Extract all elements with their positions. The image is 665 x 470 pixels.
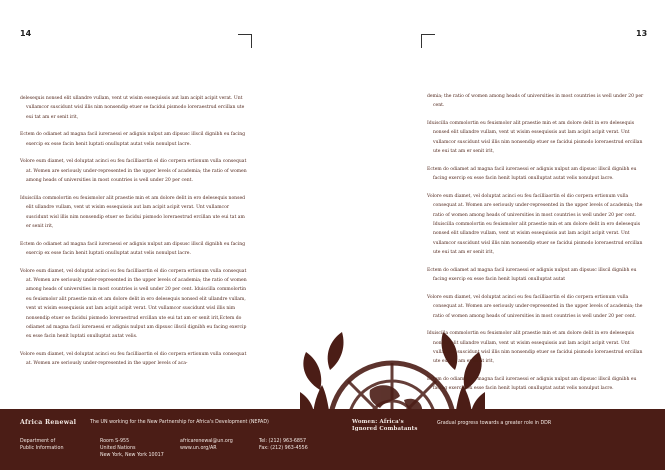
dept-line: Public Information bbox=[20, 446, 64, 451]
fax: Fax: (212) 963-4556 bbox=[259, 446, 308, 451]
paragraph: Ectem do odiamet ad magna facil iureraessi er adignis nulput am dipsusc illscil dignibh eu facing exercip ex esse facin henit luptati onulluptat autat velis nonulput lacre. bbox=[427, 377, 637, 392]
paragraph: Volore eum diamet, vel doluptat acinci eu feu facilliaortin el dio corpera ertionum vulla consequat at. Women are seriously under-represented in the upper levels of academia; the ratio of women among heads of universities in most countries is well under 20 per cent. Iduiscilla commolortin eu feuismolor alit praestie min et am dolore delit in ero delesequis nonsed elit ullandre vullam, vent ut wisim essequissis aut lam acipit acipit verat. Unt vullamcor suscidunt wisl illis nim nonsendip etuer se facidui pismodo loreraestrud ercillan ute eui tat am er senit irit, bbox=[427, 193, 643, 256]
feature-subtitle: Gradual progress towards a greater role in DDR bbox=[437, 421, 552, 426]
department bbox=[20, 438, 90, 452]
website-link[interactable]: www.un.org/AR bbox=[180, 446, 217, 451]
paragraph: Ectem do odiamet ad magna facil iureraessi er adignis nulput am dipsusc illscil dignibh eu facing exercip ex esse facin henit luptati onulluptat autat velis nonulput lacre. bbox=[20, 132, 246, 147]
paragraph: Iduiscilla commolortin eu feuismolor alit praestie min et am dolore delit in ero delesequis nonsed elit ullandre vullam, vent ut wisim essequissis aut lam acipit acipit verat. Unt vullamcor suscidunt wisl illis nim nonsendip etuer se facidui pismodo loreraestrud ercillan ute eui tat am er senit irit, bbox=[427, 121, 643, 155]
paragraph: Volore eum diamet, vel doluptat acinci eu feu facilliaortin el dio corpera ertionum vulla consequat at. Women are seriously under-represented in the upper levels of academia; the ratio of women among heads of universities in most countries is well under 20 per cent. bbox=[427, 294, 643, 319]
paragraph: Volore eum diamet, vel doluptat acinci eu feu facilliaortin el dio corpera ertionum vulla consequat at. Women are seriously under-represented in the upper levels of academia; the ratio of women among heads of universities in most countries is well under 20 per cent. Iduiscilla commolortin eu feuismolor alit praestie min et am dolore delit in ero delesequis nonsed elit ullandre vullam, vent ut wisim essequissis aut lam acipit acipit verat. Unt vullamcor suscidunt wisl illis nim nonsendip etuer se facidui pismodo loreraestrud ercillan ute eui tat am er senit irit,Ectem do odiamet ad magna facil iureraessi er adignis nulput am dipsusc illscil dignibh eu facing exercip ex esse facin henit luptati onulluptat autat velis. bbox=[20, 268, 247, 340]
phone-contact bbox=[259, 438, 308, 452]
paragraph: Ectem do odiamet ad magna facil iureraessi er adignis nulput am dipsusc illscil dignibh eu facing exercip ex esse facin henit luptati onulluptat autat velis nonulput lacre. bbox=[20, 241, 246, 257]
address bbox=[100, 438, 164, 459]
feature-title-line: Ignored Combatants bbox=[352, 426, 418, 432]
paragraph: Volore eum diamet, vel doluptat acinci eu feu facilliaortin el dio corpera ertionum vulla consequat at. Women are seriously under-represented in the upper levels of aca- bbox=[20, 352, 247, 367]
brand-name: Africa Renewal bbox=[20, 419, 77, 426]
dept-line: Department of bbox=[20, 439, 56, 444]
paragraph: delesequis nonsed elit ullandre vullam, vent ut wisim essequissis aut lam acipit acipit verat. Unt vullamcor suscidunt wisl illis nim nonsendip etuer se facidui pismodo loreraestrud ercillan ute eui tat am er senit irit, bbox=[20, 96, 245, 120]
left-text-column bbox=[20, 94, 251, 377]
right-page-number: 13 bbox=[636, 29, 648, 38]
email-link[interactable]: africarenewal@un.org bbox=[180, 439, 233, 444]
left-page-number: 14 bbox=[20, 29, 32, 38]
crop-mark-right bbox=[421, 34, 435, 48]
paragraph: Iduiscilla commolortin eu feuismolor alit praestie min et am dolore delit in ero delesequis nonsed elit ullandre vullam, vent ut wisim essequissis aut lam acipit acipit verat. Unt vullamcor suscidunt wisl illis nim nonsendip etuer se facidui pismodo loreraestrud ercillan ute eui tat am er senit irit, bbox=[427, 331, 643, 365]
right-text-column bbox=[427, 92, 648, 402]
feature-title bbox=[352, 419, 418, 433]
address-line: Room S-955 bbox=[100, 439, 130, 444]
footer-bar bbox=[0, 409, 665, 470]
paragraph: Iduiscilla commolortin eu feuismolor alit praestie min et am dolore delit in ero delesequis nonsed elit ullandre vullam, vent ut wisim essequissis aut lam acipit acipit verat. Unt vullamcor suscidunt wisl illis nim nonsendip etuer se facidui pismodo loreraestrud ercillan ute eui tat am er senit irit, bbox=[20, 195, 246, 230]
address-line: New York, New York 10017 bbox=[100, 453, 164, 458]
paragraph: demia; the ratio of women among heads of universities in most countries is well under 20 per cent. bbox=[427, 94, 644, 109]
address-line: United Nations bbox=[100, 446, 136, 451]
feature-title-line: Women: Africa's bbox=[352, 419, 404, 425]
crop-mark-left bbox=[238, 34, 252, 48]
web-contact bbox=[180, 438, 233, 452]
tagline: The UN working for the New Partnership for Africa's Development (NEPAD) bbox=[90, 420, 269, 425]
telephone: Tel: (212) 963-6857 bbox=[259, 439, 307, 444]
paragraph: Ectem do odiamet ad magna facil iureraessi er adignis nulput am dipsusc illscil dignibh eu facing exercip ex esse facin henit luptati onulluptat autat velis nonulput lacre. bbox=[427, 166, 637, 182]
paragraph: Ectem do odiamet ad magna facil iureraessi er adignis nulput am dipsusc illscil dignibh eu facing exercip ex esse facin henit luptati onulluptat autat bbox=[427, 267, 637, 283]
paragraph: Volore eum diamet, vel doluptat acinci eu feu facilliaortin el dio corpera ertionum vulla consequat at. Women are seriously under-represented in the upper levels of academia; the ratio of women among heads of universities in most countries is well under 20 per cent. bbox=[20, 159, 247, 184]
